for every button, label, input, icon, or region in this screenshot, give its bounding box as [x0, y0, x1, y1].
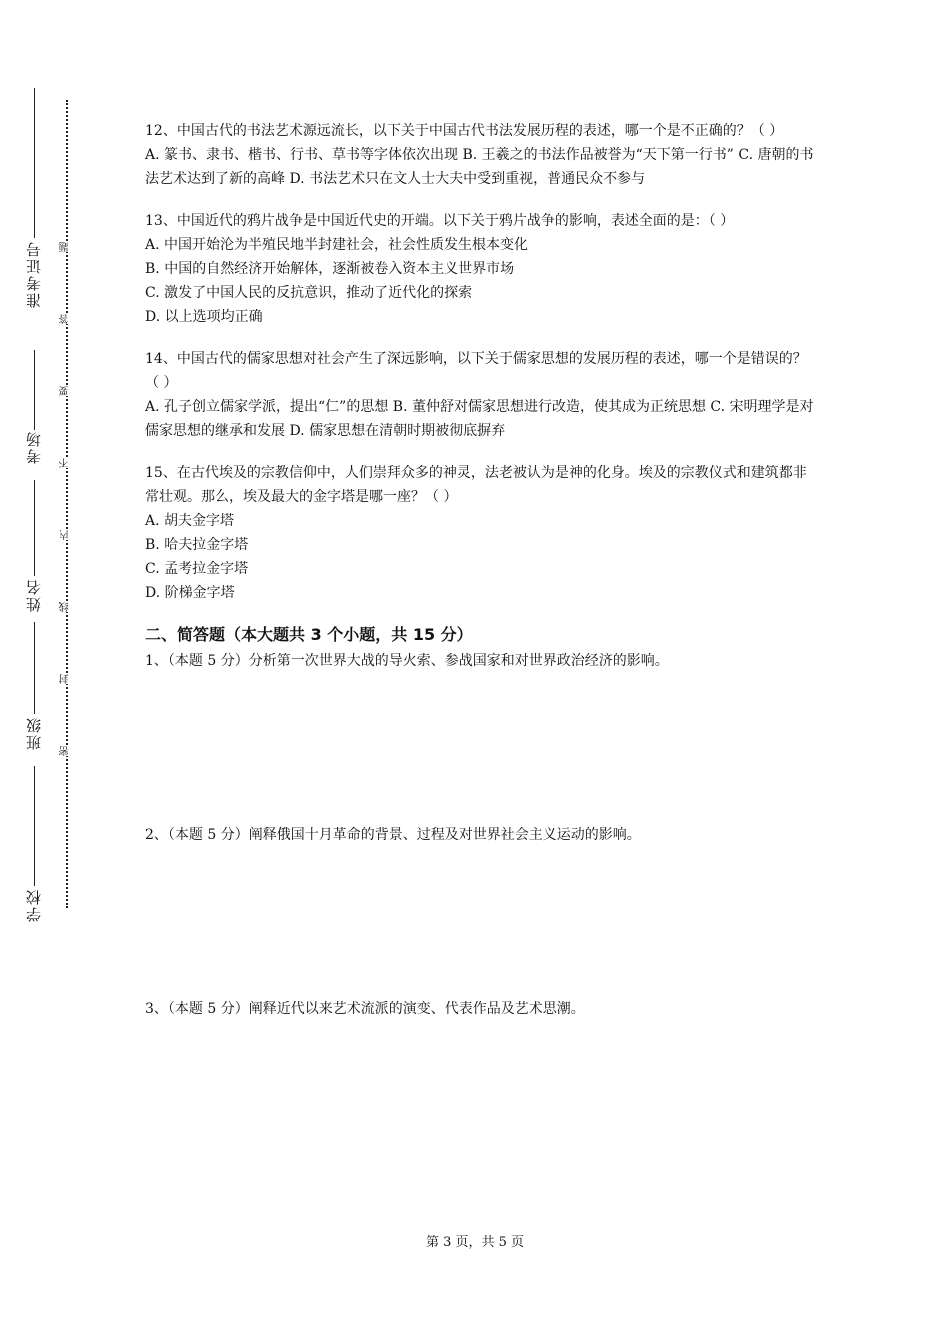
seal-char-ti: 题	[60, 242, 74, 252]
field-name-label: 姓名	[24, 578, 43, 612]
field-name	[16, 578, 52, 612]
short-answer-3: 3、（本题 5 分）阐释近代以来艺术流派的演变、代表作品及艺术思潮。	[145, 1001, 585, 1017]
option-c: C. 孟考拉金字塔	[145, 561, 249, 577]
short-answer-2: 2、（本题 5 分）阐释俄国十月革命的背景、过程及对世界社会主义运动的影响。	[145, 827, 641, 843]
option-c: C. 激发了中国人民的反抗意识，推动了近代化的探索	[145, 285, 473, 301]
option-a: A. 中国开始沦为半殖民地半封建社会，社会性质发生根本变化	[145, 237, 529, 253]
short-answer-1: 1、（本题 5 分）分析第一次世界大战的导火索、参战国家和对世界政治经济的影响。	[145, 653, 669, 669]
seal-char-xian: 线	[60, 602, 74, 612]
option-d: D. 阶梯金字塔	[145, 585, 235, 601]
question-15	[145, 461, 815, 605]
binding-margin	[0, 0, 60, 1344]
field-exam-number-label: 准考证号	[24, 240, 43, 308]
answer-space-2[interactable]	[145, 847, 815, 997]
answer-space-1[interactable]	[145, 673, 815, 823]
question-text: 15、在古代埃及的宗教信仰中，人们崇拜众多的神灵，法老被认为是神的化身。埃及的宗教仪式和建筑都非常壮观。那么，埃及最大的金字塔是哪一座？（ ）	[145, 465, 807, 505]
seal-char-bu: 不	[60, 458, 74, 468]
question-12	[145, 119, 815, 191]
question-options-inline: A. 篆书、隶书、楷书、行书、草书等字体依次出现 B. 王羲之的书法作品被誉为“天下第一行书” C. 唐朝的书法艺术达到了新的高峰 D. 书法艺术只在文人士大夫中受到重视，普通民众不参与	[145, 147, 814, 187]
seal-char-yao: 要	[60, 386, 74, 396]
seal-char-feng: 封	[60, 674, 74, 684]
field-school	[16, 888, 52, 922]
question-text: 13、中国近代的鸦片战争是中国近代史的开端。以下关于鸦片战争的影响，表述全面的是：（ ）	[145, 213, 735, 229]
question-text: 12、中国古代的书法艺术源远流长，以下关于中国古代书法发展历程的表述，哪一个是不正确的？（ ）	[145, 123, 784, 139]
question-options-inline: A. 孔子创立儒家学派，提出“仁”的思想 B. 董仲舒对儒家思想进行改造，使其成为正统思想 C. 宋明理学是对儒家思想的继承和发展 D. 儒家思想在清朝时期被彻底摒弃	[145, 399, 814, 439]
option-b: B. 哈夫拉金字塔	[145, 537, 249, 553]
field-name-line[interactable]	[16, 476, 52, 576]
field-school-line[interactable]	[16, 762, 52, 886]
section-title: 二、简答题（本大题共 3 个小题，共 15 分）	[145, 625, 473, 644]
field-exam-room-label: 考场	[24, 430, 43, 464]
question-14	[145, 347, 815, 443]
field-exam-room-line[interactable]	[16, 346, 52, 430]
page-footer: 第 3 页，共 5 页	[425, 1235, 525, 1250]
seal-char-mi: 密	[60, 746, 74, 756]
seal-char-nei: 内	[60, 530, 74, 540]
field-exam-number	[16, 240, 52, 308]
exam-content	[145, 119, 815, 1021]
option-a: A. 胡夫金字塔	[145, 513, 235, 529]
seal-char-da: 答	[60, 314, 74, 324]
question-13	[145, 209, 815, 329]
field-exam-room	[16, 430, 52, 464]
question-text: 14、中国古代的儒家思想对社会产生了深远影响，以下关于儒家思想的发展历程的表述，哪一个是错误的？（ ）	[145, 351, 807, 391]
seal-dotted-line	[66, 100, 68, 908]
option-d: D. 以上选项均正确	[145, 309, 263, 325]
field-class-line[interactable]	[16, 618, 52, 714]
option-b: B. 中国的自然经济开始解体，逐渐被卷入资本主义世界市场	[145, 261, 515, 277]
field-class	[16, 716, 52, 750]
field-class-label: 班级	[24, 716, 43, 750]
field-exam-number-line[interactable]	[16, 84, 52, 238]
field-school-label: 学校	[24, 888, 43, 922]
